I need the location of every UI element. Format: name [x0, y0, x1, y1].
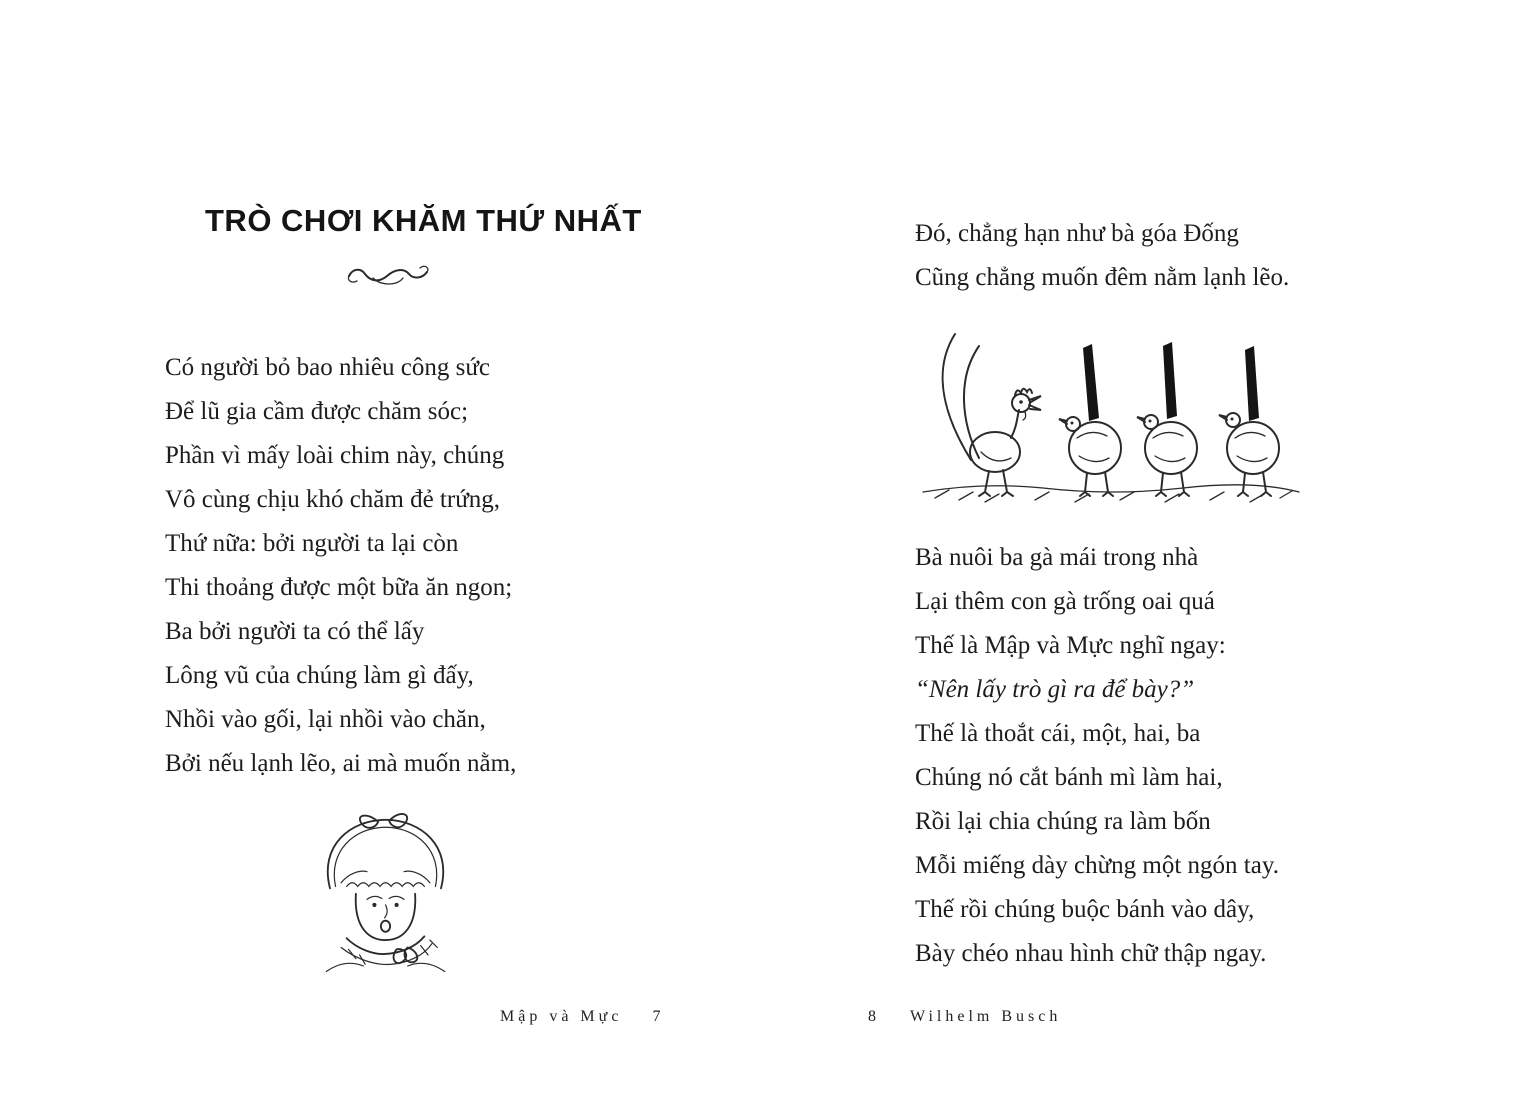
poem-line: Rồi lại chia chúng ra làm bốn	[915, 808, 1211, 835]
poem-line: Mỗi miếng dày chừng một ngón tay.	[915, 852, 1279, 879]
poem-line: Thế là Mập và Mực nghĩ ngay:	[915, 632, 1226, 659]
poem-line: Cũng chẳng muốn đêm nằm lạnh lẽo.	[915, 264, 1290, 291]
poem-line: Chúng nó cắt bánh mì làm hai,	[915, 764, 1223, 791]
poem-line: Lông vũ của chúng làm gì đấy,	[165, 662, 474, 689]
poem-line: Có người bỏ bao nhiêu công sức	[165, 354, 490, 381]
poem-line: Thi thoảng được một bữa ăn ngon;	[165, 574, 513, 601]
poem-line: Bà nuôi ba gà mái trong nhà	[915, 544, 1199, 571]
right-poem-top	[915, 212, 1289, 300]
flourish-ornament-icon	[343, 258, 433, 292]
poem-line-quote: “Nên lấy trò gì ra để bày?”	[915, 676, 1195, 703]
right-poem-bottom	[915, 536, 1279, 976]
right-page-number: 8	[868, 1008, 880, 1025]
poem-line: Đó, chẳng hạn như bà góa Đống	[915, 220, 1239, 247]
poem-line: Lại thêm con gà trống oai quá	[915, 588, 1215, 615]
poem-line: Phần vì mấy loài chim này, chúng	[165, 442, 505, 469]
poem-line: Thứ nữa: bởi người ta lại còn	[165, 530, 459, 557]
widow-head-illustration	[293, 806, 478, 978]
poem-line: Thế rồi chúng buộc bánh vào dây,	[915, 896, 1255, 923]
footer-book-title: Mập và Mực	[500, 1008, 623, 1025]
poem-line: Ba bởi người ta có thể lấy	[165, 618, 425, 645]
rooster-hens-illustration	[915, 326, 1305, 518]
footer-author: Wilhelm Busch	[910, 1008, 1062, 1025]
left-page-footer	[500, 1008, 664, 1026]
left-poem	[165, 346, 516, 786]
poem-line: Bởi nếu lạnh lẽo, ai mà muốn nằm,	[165, 750, 517, 777]
chapter-title: TRÒ CHƠI KHĂM THỨ NHẤT	[205, 203, 642, 238]
right-page-footer	[868, 1008, 1061, 1026]
poem-line: Bày chéo nhau hình chữ thập ngay.	[915, 940, 1267, 967]
poem-line: Thế là thoắt cái, một, hai, ba	[915, 720, 1201, 747]
poem-line: Vô cùng chịu khó chăm đẻ trứng,	[165, 486, 500, 513]
poem-line: Để lũ gia cầm được chăm sóc;	[165, 398, 469, 425]
poem-line: Nhồi vào gối, lại nhồi vào chăn,	[165, 706, 486, 733]
left-page-number: 7	[652, 1008, 665, 1025]
